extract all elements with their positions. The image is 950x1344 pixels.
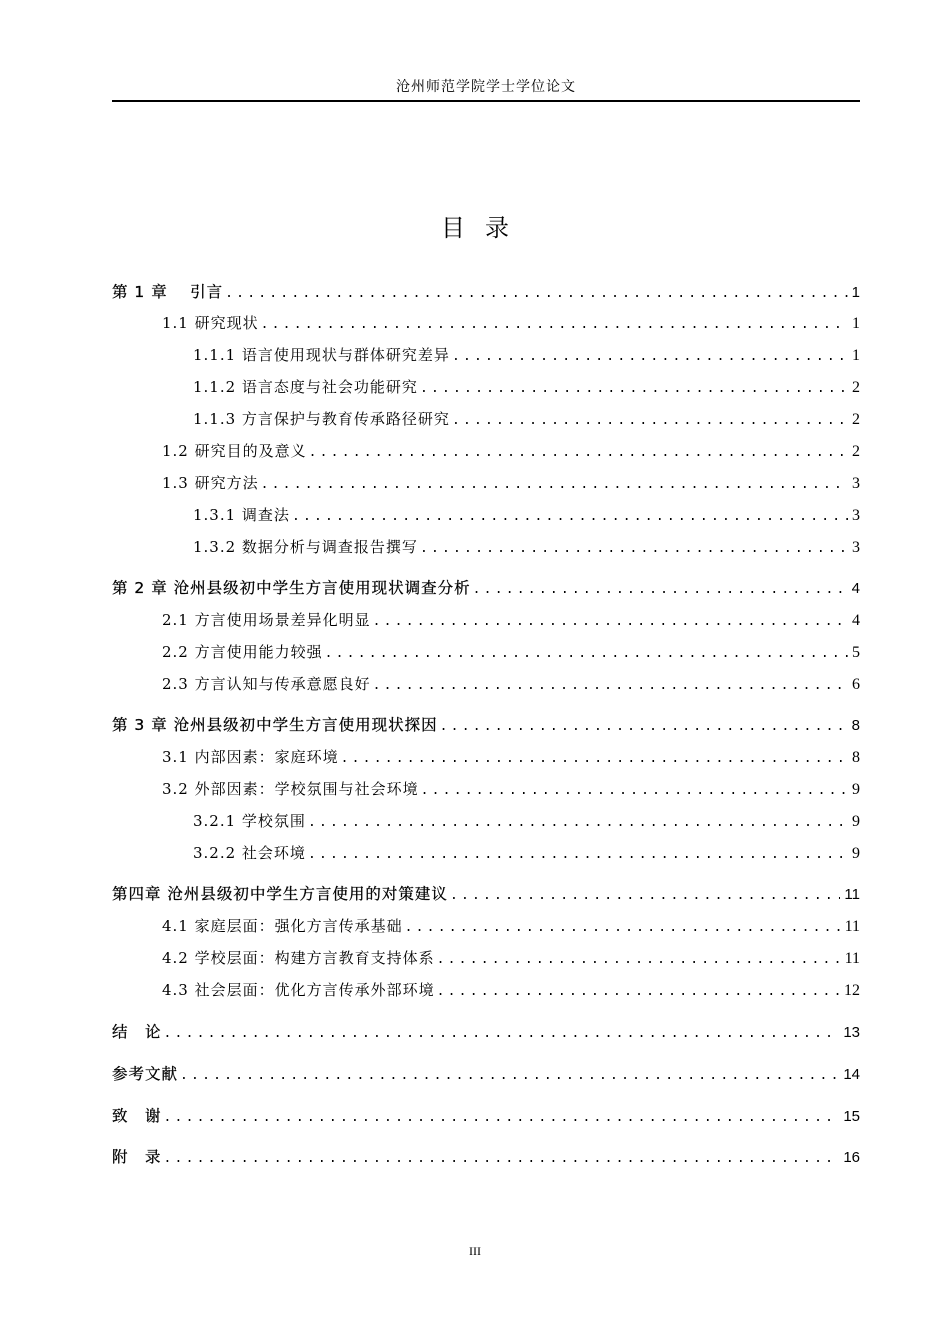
dot-leader [308, 847, 848, 862]
toc-entry-label: 1.3.2 数据分析与调查报告撰写 [193, 538, 418, 556]
toc-entry-label: 3.1 内部因素：家庭环境 [162, 748, 339, 766]
toc-entry-page: 4 [852, 612, 860, 629]
toc-entry[interactable] [162, 915, 860, 939]
dot-leader [473, 582, 848, 597]
toc-entry-label: 1.1.2 语言态度与社会功能研究 [193, 378, 418, 396]
dot-leader [164, 1110, 840, 1125]
toc-entry[interactable] [193, 504, 860, 528]
dot-leader [440, 719, 848, 734]
toc-entry-page: 2 [852, 379, 860, 396]
dot-leader [452, 349, 848, 364]
toc-entry-page: 8 [851, 717, 860, 734]
toc-entry-label: 致 谢 [112, 1107, 162, 1125]
dot-leader [373, 678, 848, 693]
dot-leader [421, 783, 848, 798]
toc-entry-label: 4.2 学校层面：构建方言教育支持体系 [162, 949, 435, 967]
toc-entry-label: 参考文献 [112, 1065, 179, 1083]
toc-entry-label: 附 录 [112, 1148, 162, 1166]
toc-entry[interactable] [162, 746, 860, 770]
toc-entry-label: 3.2.1 学校氛围 [193, 812, 306, 830]
toc-entry-page: 6 [852, 676, 860, 693]
running-header: 沧州师范学院学士学位论文 [396, 79, 576, 95]
toc-entry[interactable] [112, 576, 860, 600]
toc-entry[interactable] [112, 1020, 860, 1044]
dot-leader [450, 888, 840, 903]
toc-entry-page: 3 [852, 475, 860, 492]
toc-entry[interactable] [193, 376, 860, 400]
toc-entry[interactable] [112, 713, 860, 737]
toc-entry-page: 9 [852, 781, 860, 798]
dot-leader [437, 952, 841, 967]
toc-entry[interactable] [112, 1104, 860, 1128]
dot-leader [225, 286, 848, 301]
toc-entry[interactable] [112, 280, 860, 304]
toc-entry-page: 1 [852, 315, 860, 332]
header-rule [112, 100, 860, 102]
toc-entry-page: 3 [852, 507, 860, 524]
toc-entry-page: 11 [844, 886, 860, 903]
toc-entry[interactable] [162, 979, 860, 1003]
toc-entry-page: 9 [852, 845, 860, 862]
dot-leader [261, 477, 848, 492]
toc-entry[interactable] [193, 344, 860, 368]
page-number: III [469, 1244, 481, 1258]
dot-leader [308, 815, 848, 830]
toc-entry[interactable] [193, 810, 860, 834]
toc-entry-page: 1 [851, 284, 860, 301]
toc-entry[interactable] [112, 1062, 860, 1086]
toc-entry-label: 3.2.2 社会环境 [193, 844, 306, 862]
dot-leader [341, 751, 848, 766]
toc-entry[interactable] [162, 472, 860, 496]
toc-entry-page: 14 [843, 1066, 860, 1083]
toc-entry-page: 9 [852, 813, 860, 830]
dot-leader [261, 317, 848, 332]
toc-entry[interactable] [162, 440, 860, 464]
dot-leader [420, 381, 848, 396]
toc-entry-label: 第 1 章 引言 [112, 283, 224, 301]
toc-entry-label: 3.2 外部因素：学校氛围与社会环境 [162, 780, 419, 798]
toc-entry[interactable] [193, 408, 860, 432]
toc-entry-page: 11 [844, 950, 860, 967]
toc-entry-label: 第 3 章 沧州县级初中学生方言使用现状探因 [112, 716, 438, 734]
toc-entry[interactable] [112, 882, 860, 906]
toc-entry-page: 8 [852, 749, 860, 766]
toc-entry-label: 4.3 社会层面：优化方言传承外部环境 [162, 981, 435, 999]
toc-entry-label: 2.1 方言使用场景差异化明显 [162, 611, 371, 629]
toc-entry[interactable] [193, 842, 860, 866]
toc-entry-label: 1.1.1 语言使用现状与群体研究差异 [193, 346, 450, 364]
toc-entry-page: 16 [843, 1149, 860, 1166]
toc-entry[interactable] [162, 947, 860, 971]
toc-entry[interactable] [162, 312, 860, 336]
toc-entry-label: 1.3.1 调查法 [193, 506, 290, 524]
toc-entry-label: 1.2 研究目的及意义 [162, 442, 307, 460]
toc-entry-label: 结 论 [112, 1023, 162, 1041]
toc-entry-label: 1.1.3 方言保护与教育传承路径研究 [193, 410, 450, 428]
dot-leader [452, 413, 848, 428]
toc-entry[interactable] [162, 609, 860, 633]
toc-entry-label: 第四章 沧州县级初中学生方言使用的对策建议 [112, 885, 448, 903]
toc-entry[interactable] [112, 1145, 860, 1169]
toc-entry-page: 4 [851, 580, 860, 597]
toc-entry-page: 3 [852, 539, 860, 556]
toc-entry[interactable] [193, 536, 860, 560]
dot-leader [164, 1026, 840, 1041]
dot-leader [309, 445, 848, 460]
dot-leader [405, 920, 841, 935]
dot-leader [420, 541, 848, 556]
toc-entry-page: 15 [843, 1108, 860, 1125]
toc-entry-page: 1 [852, 347, 860, 364]
dot-leader [164, 1151, 840, 1166]
toc-entry-page: 2 [852, 443, 860, 460]
toc-entry-page: 2 [852, 411, 860, 428]
toc-entry[interactable] [162, 641, 860, 665]
dot-leader [437, 984, 840, 999]
toc-entry-label: 1.1 研究现状 [162, 314, 259, 332]
toc-title: 目录 [441, 214, 529, 242]
dot-leader [180, 1068, 839, 1083]
dot-leader [292, 509, 848, 524]
toc-entry-page: 12 [844, 982, 860, 999]
toc-entry-label: 2.3 方言认知与传承意愿良好 [162, 675, 371, 693]
toc-entry-page: 13 [843, 1024, 860, 1041]
toc-entry-page: 11 [844, 918, 860, 935]
toc-entry-label: 4.1 家庭层面：强化方言传承基础 [162, 917, 403, 935]
toc-entry[interactable] [162, 673, 860, 697]
dot-leader [325, 646, 848, 661]
toc-entry-label: 2.2 方言使用能力较强 [162, 643, 323, 661]
toc-entry-label: 第 2 章 沧州县级初中学生方言使用现状调查分析 [112, 579, 471, 597]
toc-entry-label: 1.3 研究方法 [162, 474, 259, 492]
toc-entry-page: 5 [852, 644, 860, 661]
dot-leader [373, 614, 848, 629]
toc-entry[interactable] [162, 778, 860, 802]
